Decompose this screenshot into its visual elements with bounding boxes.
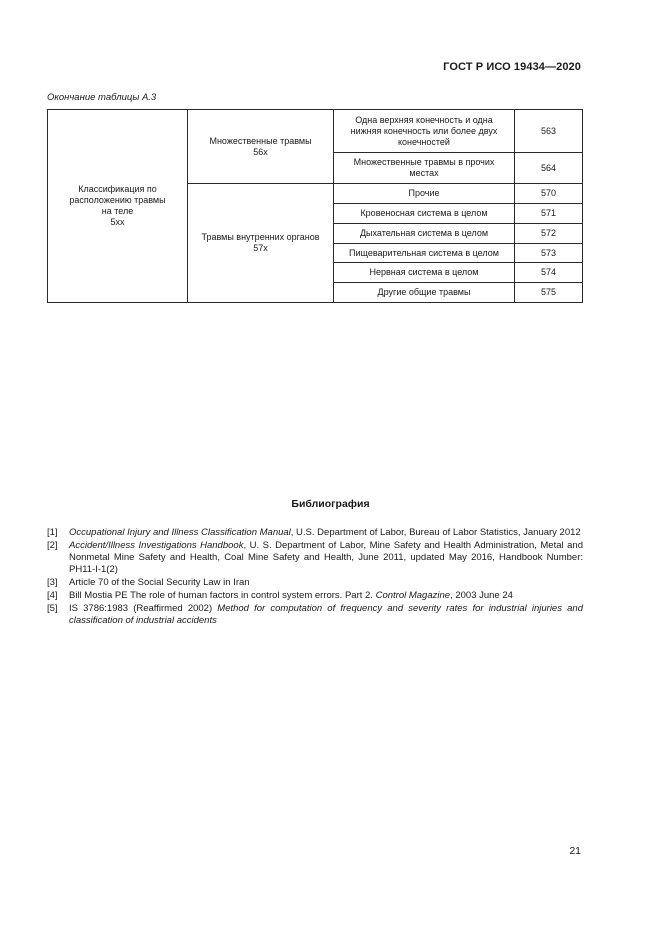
bibliography-italic: Occupational Injury and Illness Classification Manual <box>69 527 291 538</box>
page-number: 21 <box>569 845 581 857</box>
bibliography-text: IS 3786:1983 (Reaffirmed 2002) <box>69 603 218 614</box>
bibliography-number: [5] <box>47 603 58 614</box>
bibliography-italic: Accident/Illness Investigations Handbook <box>69 540 244 551</box>
group-cell <box>188 184 334 303</box>
subgroup-cell: Пищеварительная система в целом <box>334 244 515 263</box>
bibliography-title: Библиография <box>291 498 370 510</box>
code-cell: 571 <box>515 204 583 224</box>
bibliography-item <box>47 590 583 602</box>
bibliography-number: [4] <box>47 590 58 601</box>
category-line: расположению травмы <box>69 195 166 205</box>
category-code: 5xx <box>110 217 125 227</box>
group-title: Травмы внутренних органов <box>201 232 320 242</box>
table-row <box>48 110 583 153</box>
group-title: Множественные травмы <box>209 135 312 146</box>
subgroup-cell: Другие общие травмы <box>334 283 515 303</box>
injury-classification-table <box>47 109 583 303</box>
subgroup-line: конечностей <box>398 136 450 147</box>
bibliography-text: Article 70 of the Social Security Law in Iran <box>69 577 250 588</box>
bibliography-text: , U.S. Department of Labor, Bureau of Labor Statistics, January 2012 <box>290 527 581 538</box>
subgroup-cell: Нервная система в целом <box>334 263 515 283</box>
code-cell: 575 <box>515 283 583 303</box>
bibliography-italic: Method for computation of frequency and severity rates for industrial injuries and classification of industrial accidents <box>69 603 583 626</box>
table-caption: Окончание таблицы А.3 <box>47 92 157 103</box>
bibliography-list <box>47 527 583 628</box>
bibliography-item <box>47 577 583 589</box>
category-line: на теле <box>101 206 134 216</box>
bibliography-number: [1] <box>47 527 58 538</box>
subgroup-cell <box>334 153 515 184</box>
code-cell: 563 <box>515 110 583 153</box>
code-cell: 564 <box>515 153 583 184</box>
subgroup-line: нижняя конечность или более двух <box>350 125 498 136</box>
bibliography-number: [2] <box>47 540 58 551</box>
bibliography-number: [3] <box>47 577 58 588</box>
bibliography-italic: Control Magazine <box>375 590 451 601</box>
subgroup-cell <box>334 110 515 153</box>
subgroup-line: местах <box>409 168 439 178</box>
group-code: 56x <box>253 146 268 157</box>
bibliography-item <box>47 527 583 539</box>
category-cell <box>48 110 188 303</box>
bibliography-item <box>47 540 583 576</box>
group-code: 57x <box>253 243 268 253</box>
code-cell: 572 <box>515 224 583 244</box>
subgroup-cell: Дыхательная система в целом <box>334 224 515 244</box>
subgroup-cell: Прочие <box>334 184 515 204</box>
group-cell <box>188 110 334 184</box>
code-cell: 574 <box>515 263 583 283</box>
code-cell: 570 <box>515 184 583 204</box>
bibliography-text: , 2003 June 24 <box>450 590 513 601</box>
code-cell: 573 <box>515 244 583 263</box>
subgroup-line: Множественные травмы в прочих <box>353 157 495 167</box>
bibliography-text: Bill Mostia PE The role of human factors in control system errors. Part 2. <box>69 590 376 601</box>
category-line: Классификация по <box>78 184 157 194</box>
bibliography-item <box>47 603 583 627</box>
subgroup-line: Одна верхняя конечность и одна <box>355 114 493 125</box>
subgroup-cell: Кровеносная система в целом <box>334 204 515 224</box>
bibliography-text: , U. S. Department of Labor, Mine Safety and Health Administration, Metal and Nonmetal Mine Safety and Health, Coal Mine Safety and Health, June 2011, updated May 2016, Handbook Number: PH11-I-1(2) <box>69 540 583 575</box>
document-header: ГОСТ Р ИСО 19434—2020 <box>443 61 581 73</box>
